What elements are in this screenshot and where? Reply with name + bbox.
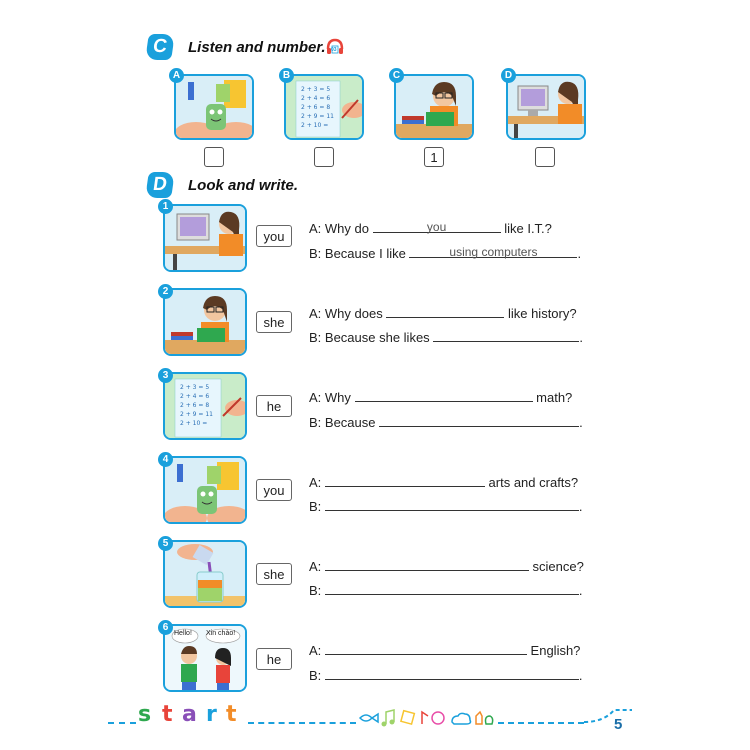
- row-3-number: 3: [158, 368, 173, 383]
- row-4-answer-blank[interactable]: [325, 497, 579, 511]
- row-3-question-prefix: A: Why: [309, 390, 351, 405]
- arts-and-crafts-image: [163, 456, 247, 524]
- row-4-question-prefix: A:: [309, 475, 322, 490]
- start-letter-a: a: [182, 702, 197, 727]
- start-letter-s: s: [138, 702, 152, 727]
- svg-text:2 + 3 = 5: 2 + 3 = 5: [180, 384, 210, 391]
- row-1-question-suffix: like I.T.?: [504, 221, 552, 236]
- row-6-answer-prefix: B:: [309, 668, 322, 683]
- girl-reading-image: [163, 288, 247, 356]
- page-number: 5: [614, 716, 623, 733]
- row-5-answer: [309, 581, 583, 598]
- row-4-pronoun: you: [256, 479, 292, 501]
- row-2-question: [309, 304, 577, 321]
- picture-a-answer-box[interactable]: [204, 147, 224, 167]
- row-3-pronoun: he: [256, 395, 292, 417]
- picture-a-letter: A: [169, 68, 184, 83]
- row-2-pronoun: she: [256, 311, 292, 333]
- row-2-question-blank[interactable]: [386, 304, 504, 318]
- row-1-pronoun: you: [256, 225, 292, 247]
- math-sums-image: [163, 372, 247, 440]
- math-sums-image: [284, 74, 364, 140]
- start-letter-r: r: [206, 702, 217, 727]
- row-4-answer-prefix: B:: [309, 499, 322, 514]
- svg-text:2 + 9 = 11: 2 + 9 = 11: [180, 411, 213, 418]
- arts-and-crafts-image: [174, 74, 254, 140]
- section-d-badge: [145, 172, 175, 198]
- section-c-badge: [145, 34, 175, 60]
- row-1-question-blank[interactable]: [373, 219, 501, 233]
- section-d-title: Look and write.: [188, 177, 299, 194]
- row-6-number: 6: [158, 620, 173, 635]
- row-6-question: [309, 641, 580, 658]
- science-experiment-image: [163, 540, 247, 608]
- footer-decorative-icons: [358, 708, 494, 733]
- picture-d-letter: D: [501, 68, 516, 83]
- row-2-answer-suffix: .: [579, 330, 583, 345]
- row-1-answer: [309, 244, 581, 261]
- row-3-answer-suffix: .: [579, 415, 583, 430]
- row-6-pronoun: he: [256, 648, 292, 670]
- picture-b-answer-box[interactable]: [314, 147, 334, 167]
- row-6-question-suffix: English?: [530, 643, 581, 658]
- row-5-answer-suffix: .: [578, 583, 583, 598]
- footer-dashed-line-middle: [248, 722, 356, 724]
- row-1-question-prefix: A: Why do: [309, 221, 369, 236]
- row-6-question-prefix: A:: [309, 643, 322, 658]
- row-2-answer-prefix: B: Because she likes: [309, 330, 430, 345]
- picture-b-letter: B: [279, 68, 294, 83]
- xin-chao-bubble-text: Xin chào!: [206, 630, 236, 637]
- audio-headphones-icon[interactable]: [325, 37, 345, 62]
- picture-c-letter: C: [389, 68, 404, 83]
- row-4-number: 4: [158, 452, 173, 467]
- svg-text:2 + 9 = 11: 2 + 9 = 11: [301, 113, 334, 120]
- row-6-answer-blank[interactable]: [325, 666, 579, 680]
- row-5-question-suffix: science?: [532, 559, 584, 574]
- row-4-question: [309, 473, 578, 490]
- picture-c-answer-box[interactable]: 1: [424, 147, 444, 167]
- row-4-question-suffix: arts and crafts?: [488, 475, 579, 490]
- row-2-answer: [309, 328, 583, 345]
- row-1-answer-answer: using computers: [449, 245, 538, 259]
- row-3-answer-prefix: B: Because: [309, 415, 376, 430]
- row-3-answer-blank[interactable]: [379, 413, 579, 427]
- row-6-answer-suffix: .: [578, 668, 583, 683]
- row-3-question-blank[interactable]: [355, 388, 533, 402]
- svg-text:2 + 6 = 8: 2 + 6 = 8: [180, 402, 210, 409]
- row-1-answer-blank[interactable]: [409, 244, 577, 258]
- row-5-question-prefix: A:: [309, 559, 322, 574]
- row-1-answer-suffix: .: [577, 246, 582, 261]
- girl-reading-image: [394, 74, 474, 140]
- row-1-number: 1: [158, 199, 173, 214]
- row-2-question-prefix: A: Why does: [309, 306, 383, 321]
- start-letter-t2: t: [226, 702, 237, 727]
- picture-d-answer-box[interactable]: [535, 147, 555, 167]
- row-3-question-suffix: math?: [536, 390, 573, 405]
- row-4-question-blank[interactable]: [325, 473, 485, 487]
- svg-text:2 + 6 = 8: 2 + 6 = 8: [301, 104, 331, 111]
- row-5-answer-blank[interactable]: [325, 581, 579, 595]
- section-d-letter: D: [151, 174, 169, 195]
- row-4-answer-suffix: .: [578, 499, 583, 514]
- row-1-question: [309, 219, 552, 236]
- footer-dashed-swoosh: [584, 706, 634, 731]
- hello-bubble-text: Hello!: [174, 630, 192, 637]
- svg-text:2 + 10 =: 2 + 10 =: [180, 420, 208, 427]
- row-2-number: 2: [158, 284, 173, 299]
- row-3-question: [309, 388, 572, 405]
- svg-text:2 + 3 = 5: 2 + 3 = 5: [301, 86, 331, 93]
- svg-text:2 + 4 = 6: 2 + 4 = 6: [301, 95, 331, 102]
- row-5-question-blank[interactable]: [325, 557, 529, 571]
- section-c-letter: C: [151, 36, 169, 57]
- svg-text:2 + 4 = 6: 2 + 4 = 6: [180, 393, 210, 400]
- girl-computer-image: [163, 204, 247, 272]
- section-c-title: Listen and number.: [188, 39, 326, 56]
- footer-dashed-line-left: [108, 722, 136, 724]
- audio-track-number: 03: [331, 47, 337, 53]
- row-4-answer: [309, 497, 583, 514]
- row-1-answer-prefix: B: Because I like: [309, 246, 406, 261]
- row-6-question-blank[interactable]: [325, 641, 527, 655]
- row-5-number: 5: [158, 536, 173, 551]
- row-5-pronoun: she: [256, 563, 292, 585]
- row-6-answer: [309, 666, 583, 683]
- row-3-answer: [309, 413, 583, 430]
- start-letter-t: t: [162, 702, 173, 727]
- row-5-answer-prefix: B:: [309, 583, 322, 598]
- row-1-question-answer: you: [426, 220, 447, 234]
- row-5-question: [309, 557, 584, 574]
- girl-computer-image: [506, 74, 586, 140]
- svg-text:2 + 10 =: 2 + 10 =: [301, 122, 329, 129]
- row-2-question-suffix: like history?: [507, 306, 577, 321]
- row-2-answer-blank[interactable]: [433, 328, 579, 342]
- footer-dashed-line-right: [498, 722, 584, 724]
